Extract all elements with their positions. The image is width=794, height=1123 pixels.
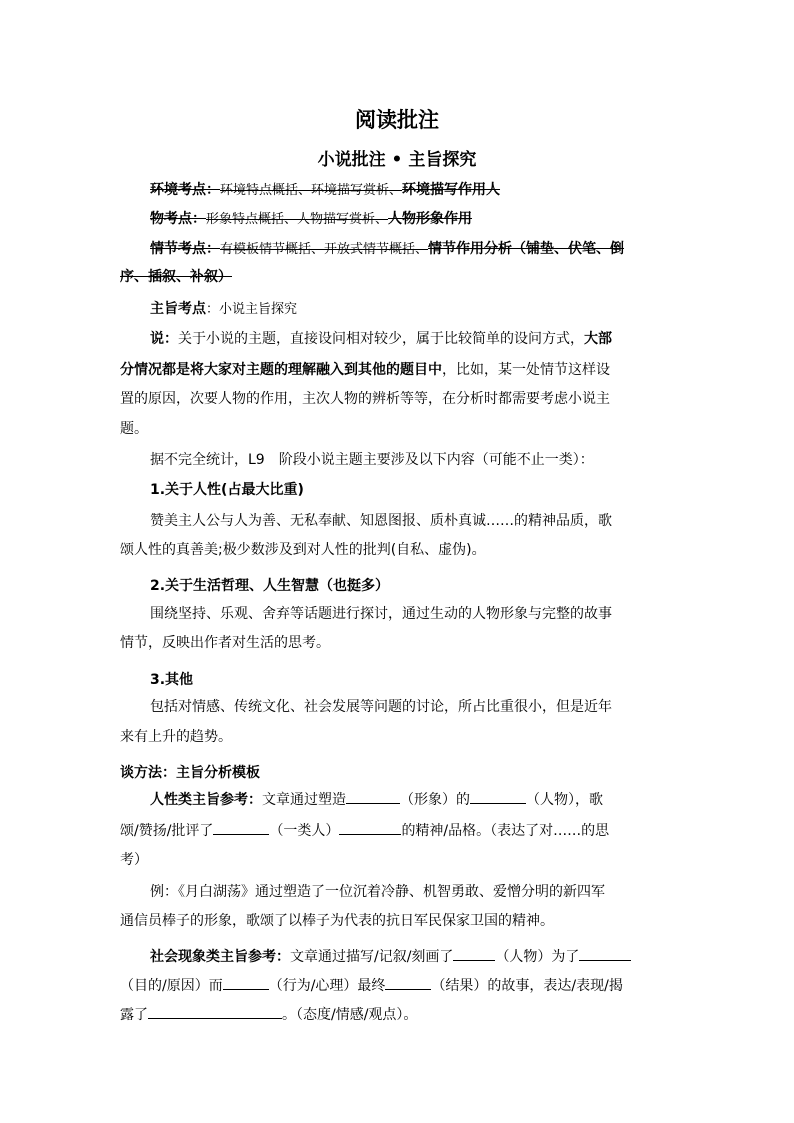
char-exam-point: 物考点：形象特点概括、人物描写赏析、人物形象作用	[150, 211, 473, 227]
blank-field	[148, 1004, 282, 1019]
theme-exam-point: 主旨考点：小说主旨探究	[150, 301, 298, 317]
section-2-heading: 2.关于生活哲理、人生智慧（也挺多）	[150, 578, 390, 594]
shuo-line-1: 说：关于小说的主题，直接设问相对较少，属于比较简单的设问方式，大部	[150, 331, 612, 347]
social-template-line-1: 社会现象类主旨参考：文章通过描写/记叙/刻画了 （人物）为了	[150, 946, 631, 967]
human-template-line-1: 人性类主旨参考：文章通过塑造 （形象）的 （人物），歌	[150, 789, 603, 810]
blank-field	[213, 820, 269, 835]
method-heading: 谈方法：主旨分析模板	[120, 765, 260, 781]
plot-exam-point: 情节考点：有模板情节概括、开放式情节概括、情节作用分析（铺垫、伏笔、倒	[150, 241, 625, 257]
human-template-line-3: 考）	[120, 852, 148, 868]
section-1-line-1: 赞美主人公与人为善、无私奉献、知恩图报、质朴真诚……的精神品质，歌	[150, 513, 612, 529]
shuo-line-2: 分情况都是将大家对主题的理解融入到其他的题目中，比如，某一处情节这样设	[120, 362, 610, 378]
social-template-line-3: 露了 。（态度/情感/观点）。	[120, 1004, 417, 1025]
blank-field	[385, 975, 431, 990]
page-subtitle: 小说批注 • 主旨探究	[317, 150, 477, 170]
example-line-1: 例：《月白湖荡》通过塑造了一位沉着冷静、机智勇敢、爱憎分明的新四军	[150, 884, 605, 900]
blank-field	[453, 946, 495, 961]
shuo-line-3: 置的原因，次要人物的作用，主次人物的辨析等等，在分析时都需要考虑小说主	[120, 391, 610, 407]
section-3-line-2: 来有上升的趋势。	[120, 729, 232, 745]
stats-line: 据不完全统计，L9 阶段小说主题主要涉及以下内容（可能不止一类）：	[150, 452, 594, 468]
shuo-line-4: 题。	[120, 421, 148, 437]
blank-field	[579, 946, 631, 961]
example-line-2: 通信员棒子的形象，歌颂了以棒子为代表的抗日军民保家卫国的精神。	[120, 913, 554, 929]
blank-field	[339, 820, 401, 835]
blank-field	[346, 789, 400, 804]
section-1-heading: 1.关于人性(占最大比重)	[150, 482, 304, 498]
page-title: 阅读批注	[355, 108, 439, 132]
env-exam-point: 环境考点：环境特点概括、环境描写赏析、环境描写作用人	[150, 182, 501, 198]
blank-field	[223, 975, 269, 990]
section-2-line-1: 围绕坚持、乐观、舍弃等话题进行探讨，通过生动的人物形象与完整的故事	[150, 606, 612, 622]
human-template-line-2: 颂/赞扬/批评了 （一类人） 的精神/品格。（表达了对……的思	[120, 820, 609, 841]
section-3-line-1: 包括对情感、传统文化、社会发展等问题的讨论，所占比重很小，但是近年	[150, 699, 612, 715]
blank-field	[470, 789, 526, 804]
social-template-line-2: （目的/原因）而 （行为/心理）最终 （结果）的故事，表达/表现/揭	[120, 975, 623, 996]
section-2-line-2: 情节，反映出作者对生活的思考。	[120, 635, 330, 651]
section-1-line-2: 颂人性的真善美;极少数涉及到对人性的批判(自私、虚伪)。	[120, 542, 486, 558]
plot-exam-point-cont: 序、插叙、补叙）	[120, 269, 232, 285]
section-3-heading: 3.其他	[150, 672, 194, 688]
